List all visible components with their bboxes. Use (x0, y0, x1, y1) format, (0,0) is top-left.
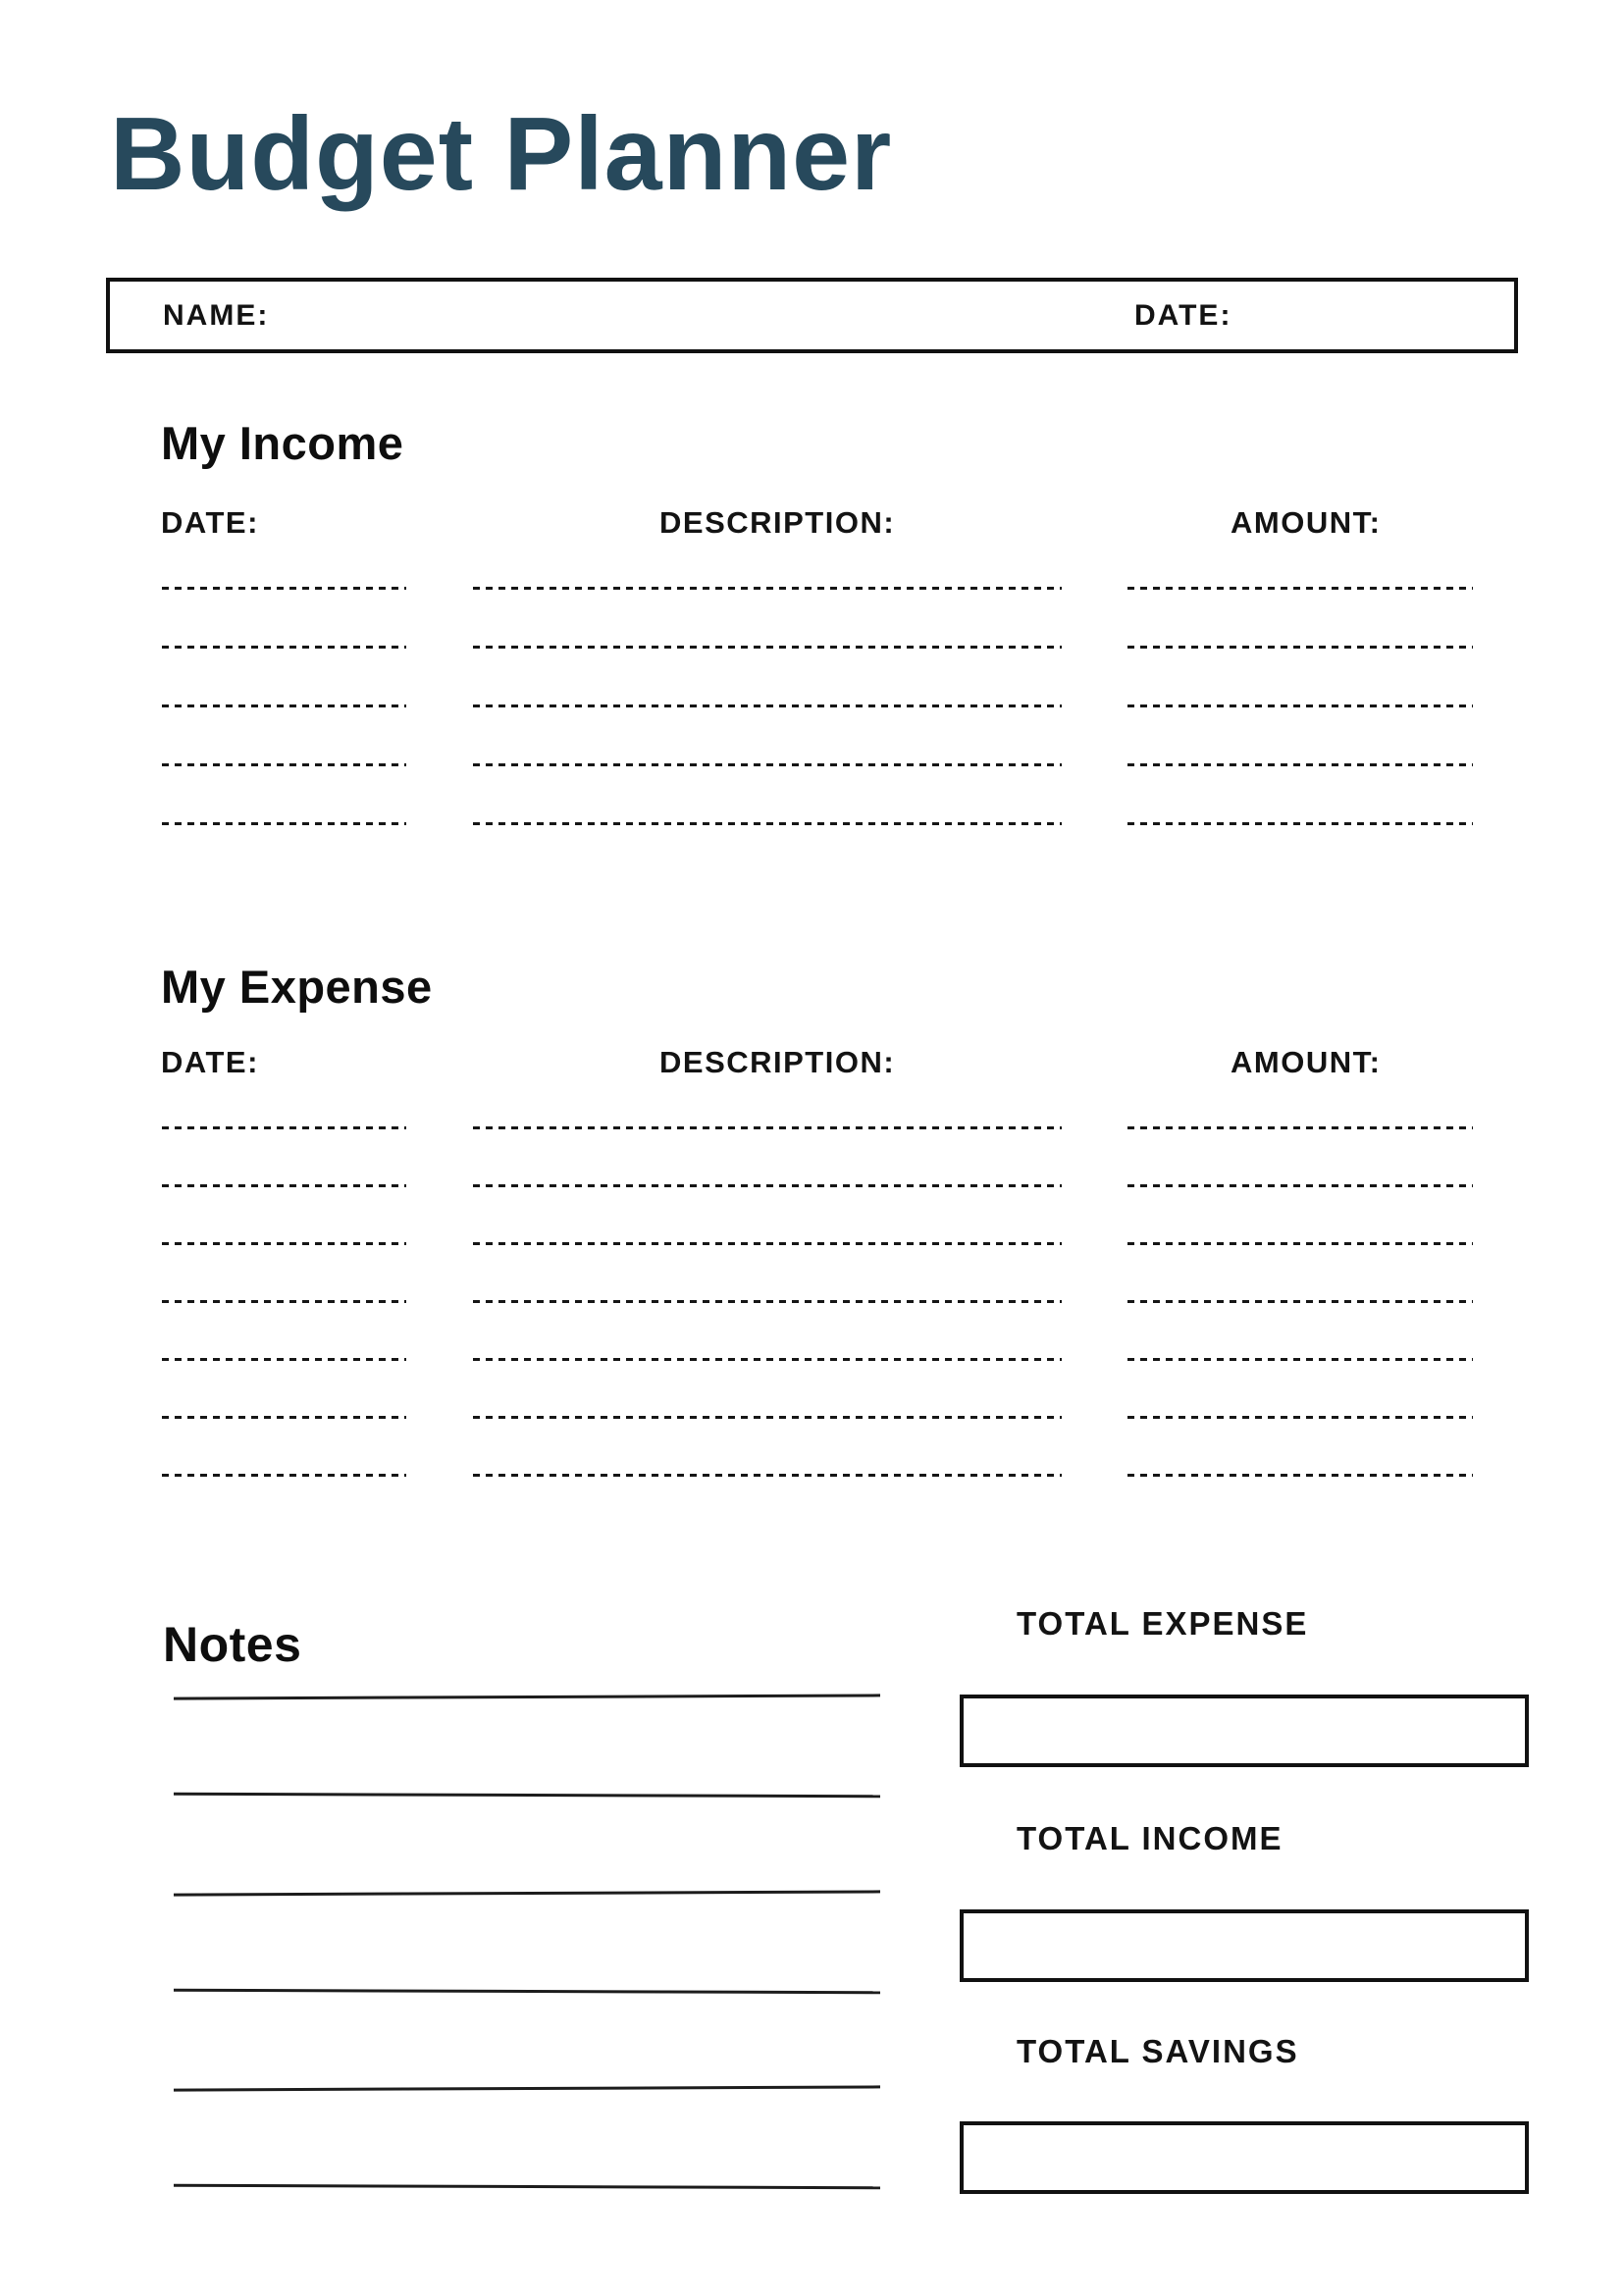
income-description-line (473, 646, 1062, 649)
income-date-line (162, 763, 406, 766)
income-description-line (473, 763, 1062, 766)
expense-row (0, 1300, 1624, 1358)
notes-line (174, 1793, 880, 1799)
total-expense-label: TOTAL EXPENSE (1017, 1605, 1309, 1642)
total-income-label: TOTAL INCOME (1017, 1820, 1283, 1856)
expense-date-line (162, 1358, 406, 1361)
income-rows (0, 587, 1624, 881)
income-amount-line (1127, 763, 1473, 766)
income-date-line (162, 704, 406, 707)
income-heading: My Income (161, 417, 404, 469)
expense-amount-line (1127, 1242, 1473, 1245)
expense-description-line (473, 1242, 1062, 1245)
expense-date-line (162, 1126, 406, 1129)
income-description-line (473, 704, 1062, 707)
expense-date-line (162, 1242, 406, 1245)
income-row (0, 763, 1624, 822)
expense-description-line (473, 1416, 1062, 1419)
total-expense-box (960, 1695, 1529, 1767)
income-row (0, 646, 1624, 704)
total-savings-label: TOTAL SAVINGS (1017, 2033, 1299, 2069)
expense-amount-line (1127, 1474, 1473, 1477)
expense-date-line (162, 1300, 406, 1303)
income-date-line (162, 822, 406, 825)
expense-heading: My Expense (161, 961, 433, 1013)
notes-line (174, 2085, 880, 2091)
expense-description-header: DESCRIPTION: (659, 1045, 896, 1079)
expense-date-line (162, 1184, 406, 1187)
income-date-header: DATE: (161, 505, 259, 540)
income-row (0, 822, 1624, 881)
income-description-line (473, 587, 1062, 590)
income-amount-line (1127, 587, 1473, 590)
income-row (0, 587, 1624, 646)
income-description-header: DESCRIPTION: (659, 505, 896, 540)
expense-amount-header: AMOUNT: (1231, 1045, 1382, 1079)
expense-description-line (473, 1300, 1062, 1303)
income-date-line (162, 646, 406, 649)
income-amount-line (1127, 822, 1473, 825)
expense-amount-line (1127, 1416, 1473, 1419)
expense-description-line (473, 1184, 1062, 1187)
expense-amount-line (1127, 1184, 1473, 1187)
expense-description-line (473, 1474, 1062, 1477)
expense-description-line (473, 1126, 1062, 1129)
expense-row (0, 1474, 1624, 1532)
expense-row (0, 1184, 1624, 1242)
total-savings-box (960, 2121, 1529, 2194)
expense-description-line (473, 1358, 1062, 1361)
name-date-box (106, 278, 1518, 353)
expense-row (0, 1126, 1624, 1184)
expense-date-header: DATE: (161, 1045, 259, 1079)
income-amount-line (1127, 704, 1473, 707)
expense-row (0, 1358, 1624, 1416)
expense-amount-line (1127, 1300, 1473, 1303)
expense-amount-line (1127, 1358, 1473, 1361)
income-amount-line (1127, 646, 1473, 649)
expense-amount-line (1127, 1126, 1473, 1129)
expense-row (0, 1416, 1624, 1474)
income-date-line (162, 587, 406, 590)
notes-line (174, 1989, 880, 1995)
total-income-box (960, 1909, 1529, 1982)
notes-line (174, 1890, 880, 1896)
notes-line (174, 1694, 880, 1699)
date-label: DATE: (1134, 298, 1232, 332)
income-row (0, 704, 1624, 763)
income-description-line (473, 822, 1062, 825)
name-label: NAME: (163, 298, 270, 332)
notes-line (174, 2184, 880, 2190)
income-amount-header: AMOUNT: (1231, 505, 1382, 540)
expense-date-line (162, 1474, 406, 1477)
expense-rows (0, 1126, 1624, 1532)
expense-date-line (162, 1416, 406, 1419)
page-title: Budget Planner (110, 96, 893, 212)
notes-heading: Notes (163, 1617, 302, 1672)
expense-row (0, 1242, 1624, 1300)
